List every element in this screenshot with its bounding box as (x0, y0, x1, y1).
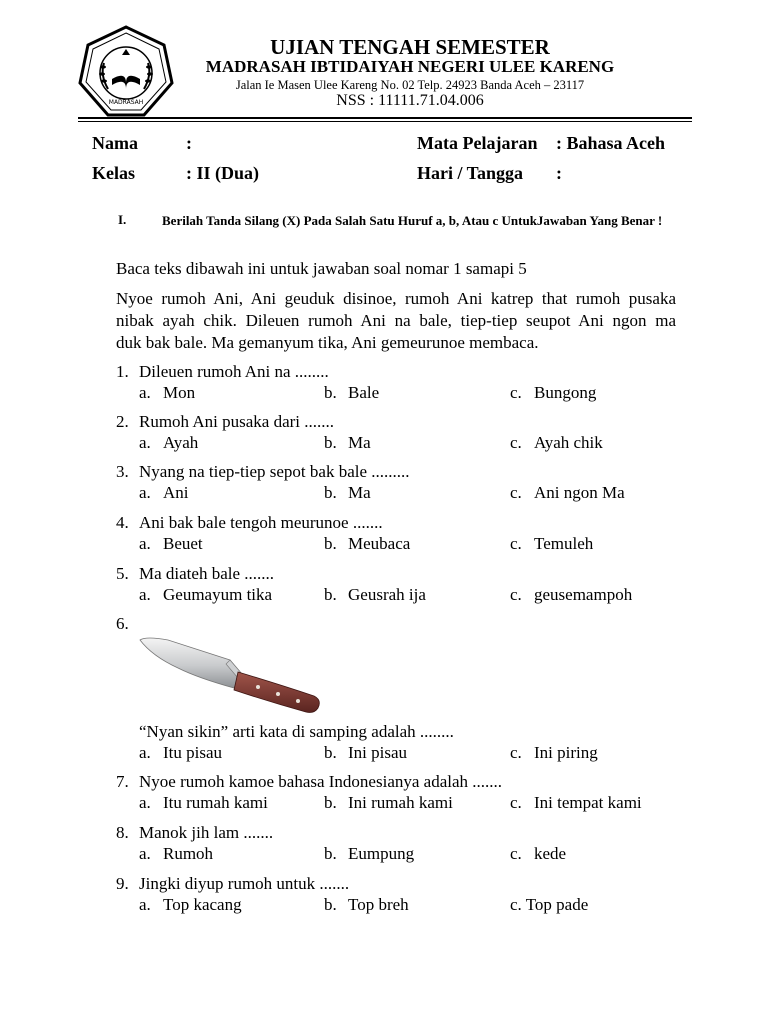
nama-colon: : (186, 133, 192, 153)
kelas-label: Kelas (92, 163, 135, 183)
option-a[interactable]: a. Beuet (139, 534, 203, 553)
instruction-number: I. (118, 212, 127, 227)
question-6-caption: “Nyan sikin” arti kata di samping adalah ........ (139, 722, 454, 741)
hari-label: Hari / Tangga (417, 163, 524, 183)
school-address: Jalan Ie Masen Ulee Kareng No. 02 Telp. 24923 Banda Aceh – 23117 (235, 78, 585, 92)
header-rule-thin (78, 121, 692, 122)
option-c[interactable]: c. Ini piring (510, 743, 598, 762)
option-b[interactable]: b. Ini rumah kami (324, 793, 453, 812)
question-1: 1. Dileuen rumoh Ani na ........ (116, 362, 329, 381)
exam-title: UJIAN TENGAH SEMESTER (270, 35, 550, 59)
question-2: 2. Rumoh Ani pusaka dari ....... (116, 412, 335, 431)
option-c[interactable]: c. Bungong (510, 383, 597, 402)
question-4: 4. Ani bak bale tengoh meurunoe ....... (116, 513, 383, 532)
option-a[interactable]: a. Ayah (139, 433, 199, 452)
option-a[interactable]: a. Top kacang (139, 895, 242, 914)
reading-intro: Baca teks dibawah ini untuk jawaban soal nomar 1 samapi 5 (116, 259, 527, 278)
school-name: MADRASAH IBTIDAIYAH NEGERI ULEE KARENG (205, 57, 615, 76)
question-6: 6. (116, 614, 129, 633)
question-7: 7. Nyoe rumoh kamoe bahasa Indonesianya adalah ....... (116, 772, 503, 791)
passage-line: duk bak bale. Ma gemanyum tika, Ani gemeurunoe membaca. (116, 333, 539, 352)
option-c[interactable]: c. Top pade (510, 895, 589, 914)
question-5: 5. Ma diateh bale ....... (116, 564, 275, 583)
svg-text:MADRASAH: MADRASAH (108, 99, 144, 106)
question-3: 3. Nyang na tiep-tiep sepot bak bale ......... (116, 462, 410, 481)
option-b[interactable]: b. Eumpung (324, 844, 415, 863)
option-a[interactable]: a. Itu pisau (139, 743, 223, 762)
passage-line: nibak ayah chik. Dileuen rumoh Ani na bale, tiep-tiep seupot Ani ngon ma (116, 311, 676, 330)
kelas-value: : II (Dua) (186, 163, 260, 183)
option-c[interactable]: c. kede (510, 844, 567, 863)
question-8: 8. Manok jih lam ....... (116, 823, 274, 842)
instruction-text: Berilah Tanda Silang (X) Pada Salah Satu Huruf a, b, Atau c UntukJawaban Yang Benar ! (162, 213, 663, 228)
option-b[interactable]: b. Ini pisau (324, 743, 408, 762)
option-a[interactable]: a. Itu rumah kami (139, 793, 268, 812)
option-c[interactable]: c. geusemampoh (510, 585, 633, 604)
mapel-value: : Bahasa Aceh (556, 133, 666, 153)
knife-image (138, 634, 322, 716)
option-b[interactable]: b. Ma (324, 433, 371, 452)
option-b[interactable]: b. Ma (324, 483, 371, 502)
school-logo (78, 25, 174, 121)
option-b[interactable]: b. Meubaca (324, 534, 411, 553)
option-c[interactable]: c. Ini tempat kami (510, 793, 642, 812)
option-a[interactable]: a. Rumoh (139, 844, 214, 863)
mapel-label: Mata Pelajaran (417, 133, 538, 153)
passage-line: Nyoe rumoh Ani, Ani geuduk disinoe, rumoh Ani katrep that rumoh pusaka (116, 289, 676, 308)
nama-label: Nama (92, 133, 138, 153)
option-a[interactable]: a. Geumayum tika (139, 585, 273, 604)
question-9: 9. Jingki diyup rumoh untuk ....... (116, 874, 350, 893)
option-c[interactable]: c. Ayah chik (510, 433, 603, 452)
option-b[interactable]: b. Bale (324, 383, 380, 402)
option-a[interactable]: a. Ani (139, 483, 189, 502)
hari-colon: : (556, 163, 562, 183)
option-c[interactable]: c. Ani ngon Ma (510, 483, 625, 502)
option-a[interactable]: a. Mon (139, 383, 196, 402)
option-b[interactable]: b. Geusrah ija (324, 585, 426, 604)
school-nss: NSS : 11111.71.04.006 (336, 92, 484, 109)
option-c[interactable]: c. Temuleh (510, 534, 594, 553)
header-rule (78, 117, 692, 119)
option-b[interactable]: b. Top breh (324, 895, 409, 914)
